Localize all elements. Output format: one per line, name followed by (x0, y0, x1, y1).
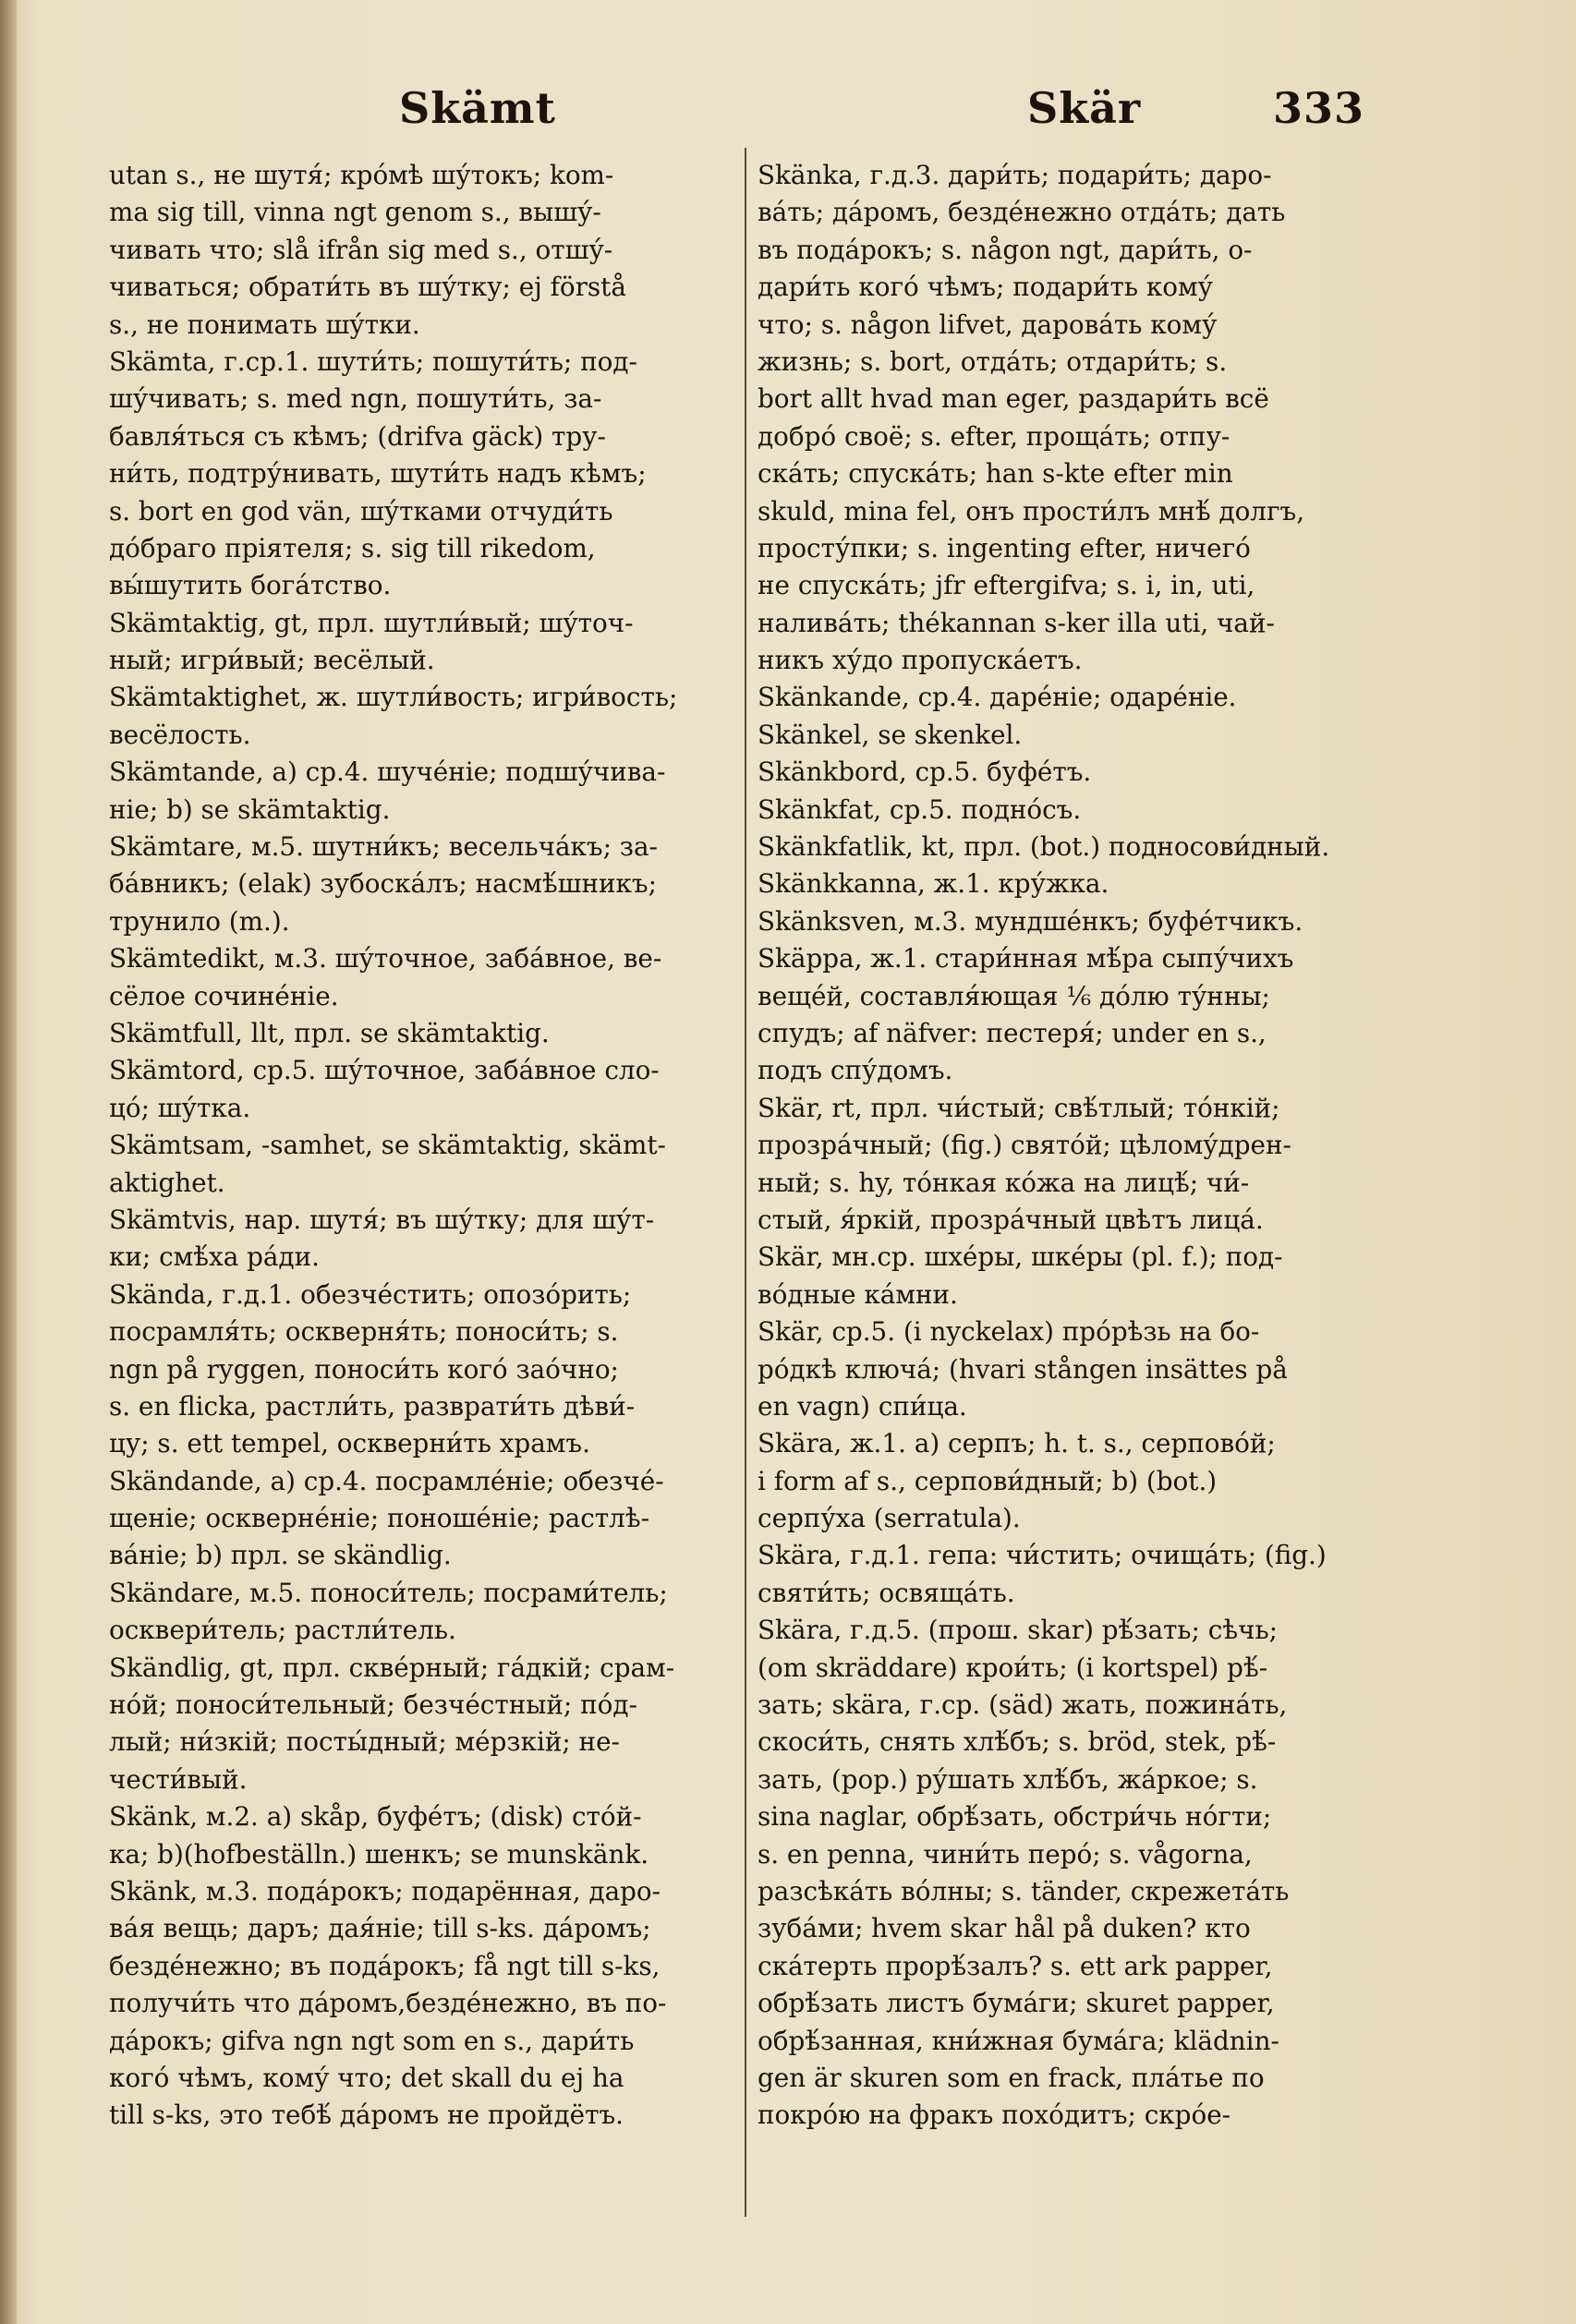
dictionary-line: ва́ть; да́ромъ, безде́нежно отда́ть; дать (758, 197, 1286, 228)
dictionary-line: ный; s. hy, то́нкая ко́жа на лицѣ́; чи́- (758, 1167, 1250, 1198)
dictionary-line: s. en flicka, растли́ть, разврати́ть дѣви́- (109, 1390, 636, 1422)
dictionary-line: сёлое сочине́ніе. (109, 980, 339, 1011)
dictionary-line: Skär, мн.ср. шхе́ры, шке́ры (pl. f.); под- (758, 1241, 1283, 1273)
dictionary-line: bort allt hvad man eger, раздари́ть всё (758, 383, 1269, 415)
dictionary-line: ніе; b) se skämtaktig. (109, 793, 391, 825)
dictionary-line: Skämtaktig, gt, прл. шутли́вый; шу́точ- (109, 607, 634, 638)
dictionary-line: Skämtaktighet, ж. шутли́вость; игри́вость; (109, 682, 678, 713)
dictionary-line: i form af s., серпови́дный; b) (bot.) (758, 1465, 1218, 1496)
dictionary-line: обрѣ́занная, кни́жная бума́га; klädnin- (758, 2025, 1279, 2056)
dictionary-line: Skämtare, м.5. шутни́къ; весельча́къ; за- (109, 831, 658, 863)
dictionary-line: till s-ks, это тебѣ́ да́ромъ не пройдётъ. (109, 2100, 624, 2131)
dictionary-line: Skända, г.д.1. обезче́стить; опозо́рить; (109, 1278, 632, 1310)
dictionary-line: покро́ю на фракъ похо́дитъ; скро́е- (758, 2100, 1231, 2131)
dictionary-line: ни́ть, подтру́нивать, шути́ть надъ кѣмъ; (109, 458, 647, 490)
dictionary-line: во́дные ка́мни. (758, 1278, 958, 1310)
dictionary-line: Skänk, м.2. a) skåp, буфе́тъ; (disk) сто́й- (109, 1801, 642, 1833)
dictionary-line: Skänkel, se skenkel. (758, 719, 1023, 750)
dictionary-line: ска́ть; спуска́ть; han s-kte efter min (758, 458, 1233, 490)
dictionary-line: цу; s. ett tempel, оскверни́ть храмъ. (109, 1428, 590, 1459)
dictionary-line: Skänkbord, ср.5. буфе́тъ. (758, 757, 1092, 788)
dictionary-line: Skänkfatlik, kt, прл. (bot.) подносови́дный. (758, 831, 1330, 863)
dictionary-line: utan s., не шутя́; кро́мѣ шу́токъ; kom- (109, 160, 614, 190)
dictionary-line: Skändlig, gt, прл. скве́рный; га́дкій; срам- (109, 1652, 675, 1683)
dictionary-line: sina naglar, обрѣ́зать, обстри́чь но́гти; (758, 1801, 1272, 1833)
dictionary-line: skuld, mina fel, онъ прости́лъ мнѣ́ долгъ, (758, 495, 1305, 527)
dictionary-line: налива́ть; thékannan s-ker illa uti, чай- (758, 607, 1275, 638)
dictionary-line: веще́й, составля́ющая ⅙ до́лю ту́нны; (758, 980, 1270, 1011)
dictionary-line: Skänkfat, ср.5. подно́съ. (758, 793, 1082, 825)
dictionary-line: ки; смѣ́ха ра́ди. (109, 1241, 320, 1273)
dictionary-line: скоси́ть, снять хлѣ́бъ; s. bröd, stek, рѣ́- (758, 1726, 1277, 1758)
dictionary-line: жизнь; s. bort, отда́ть; отдари́ть; s. (758, 345, 1228, 377)
dictionary-line: Skämtedikt, м.3. шу́точное, заба́вное, ве- (109, 943, 662, 974)
dictionary-line: вы́шутить бога́тство. (109, 570, 392, 601)
dictionary-line: зать; skära, г.ср. (säd) жать, пожина́ть, (758, 1689, 1288, 1721)
dictionary-line: безде́нежно; въ пода́рокъ; få ngt till s-ks, (109, 1950, 661, 1981)
dictionary-line: (om skräddare) крои́ть; (i kortspel) рѣ́- (758, 1652, 1268, 1683)
dictionary-line: зуба́ми; hvem skar hål på duken? кто (758, 1913, 1251, 1944)
dictionary-line: никъ ху́до пропуска́етъ. (758, 645, 1083, 676)
dictionary-line: s. bort en god vän, шу́тками отчуди́ть (109, 495, 613, 527)
dictionary-line: обрѣ́зать листъ бума́ги; skuret papper, (758, 1988, 1275, 2019)
page-binding-edge (0, 0, 17, 2324)
dictionary-line: цо́; шу́тка. (109, 1092, 251, 1123)
page-number: 333 (1273, 83, 1365, 133)
dictionary-line: Skäppa, ж.1. стари́нная мѣ́ра сыпу́чихъ (758, 943, 1294, 974)
dictionary-line: ва́ніе; b) прл. se skändlig. (109, 1540, 452, 1571)
dictionary-line: но́й; поноси́тельный; безче́стный; по́д- (109, 1689, 637, 1721)
dictionary-line: шу́чивать; s. med ngn, пошути́ть, за- (109, 383, 602, 415)
running-header (0, 83, 1576, 139)
dictionary-line: en vagn) спи́ца. (758, 1390, 967, 1422)
dictionary-line: ба́вникъ; (elak) зубоска́лъ; насмѣ́шникъ; (109, 868, 657, 900)
dictionary-line: кого́ чѣмъ, кому́ что; det skall du ej ha (109, 2062, 624, 2093)
dictionary-line: Skänk, м.3. пода́рокъ; подарённая, даро- (109, 1875, 661, 1906)
dictionary-line: въ пода́рокъ; s. någon ngt, дари́ть, о- (758, 234, 1253, 265)
dictionary-line: подъ спу́домъ. (758, 1055, 953, 1086)
dictionary-line: Skär, rt, прл. чи́стый; свѣ́тлый; то́нкій; (758, 1092, 1280, 1123)
dictionary-line: трунило (m.). (109, 905, 290, 937)
dictionary-line: Skämtfull, llt, прл. se skämtaktig. (109, 1017, 550, 1048)
dictionary-line: лый; ни́зкій; посты́дный; ме́рзкій; не- (109, 1726, 620, 1758)
left-column (109, 157, 737, 2135)
dictionary-line: aktighet. (109, 1167, 225, 1198)
right-column (758, 157, 1386, 2135)
dictionary-line: Skämtande, a) ср.4. шуче́ніе; подшу́чива- (109, 757, 666, 788)
dictionary-line: чести́вый. (109, 1763, 248, 1795)
dictionary-line: получи́ть что да́ромъ,безде́нежно, въ по- (109, 1988, 667, 2019)
dictionary-line: Skändare, м.5. поноси́тель; посрами́тель; (109, 1577, 668, 1608)
dictionary-line: ка; b)(hofbeställn.) шенкъ; se munskänk. (109, 1838, 649, 1870)
dictionary-line: Skära, г.д.5. (прош. skar) рѣ́зать; сѣчь; (758, 1615, 1278, 1646)
dictionary-line: до́браго пріятеля; s. sig till rikedom, (109, 532, 596, 563)
dictionary-line: Skär, ср.5. (i nyckelax) про́рѣзь на бо- (758, 1316, 1260, 1348)
dictionary-line: щеніе; оскверне́ніе; поноше́ніе; растлѣ- (109, 1503, 649, 1534)
dictionary-line: бавля́ться съ кѣмъ; (drifva gäck) тру- (109, 420, 606, 452)
column-divider (745, 148, 746, 2217)
dictionary-line: осквери́тель; растли́тель. (109, 1615, 456, 1646)
dictionary-line: Skämta, г.ср.1. шути́ть; пошути́ть; под- (109, 345, 637, 377)
dictionary-line: ma sig till, vinna ngt genom s., вышу́- (109, 197, 601, 228)
dictionary-line: ный; игри́вый; весёлый. (109, 645, 435, 676)
dictionary-line: разсѣка́ть во́лны; s. tänder, скрежета́ть (758, 1875, 1290, 1906)
dictionary-line: ска́терть прорѣ́залъ? s. ett ark papper, (758, 1950, 1273, 1981)
dictionary-line: святи́ть; освяща́ть. (758, 1577, 1015, 1608)
dictionary-line: Skära, г.д.1. гепа: чи́стить; очища́ть; (fig.) (758, 1540, 1327, 1571)
dictionary-line: s., не понимать шу́тки. (109, 309, 420, 340)
dictionary-line: Skänkande, ср.4. даре́ніе; одаре́ніе. (758, 682, 1237, 713)
dictionary-line: дари́ть кого́ чѣмъ; подари́ть кому́ (758, 272, 1213, 303)
dictionary-line: Skänksven, м.3. мундше́нкъ; буфе́тчикъ. (758, 905, 1303, 937)
dictionary-line: gen är skuren som en frack, пла́тье по (758, 2062, 1265, 2093)
dictionary-line: Skämtsam, -samhet, se skämtaktig, skämt- (109, 1130, 666, 1161)
dictionary-line: чивать что; slå ifrån sig med s., отшу́- (109, 234, 613, 265)
dictionary-line: добро́ своё; s. efter, проща́ть; отпу- (758, 420, 1230, 452)
dictionary-line: просту́пки; s. ingenting efter, ничего́ (758, 532, 1251, 563)
dictionary-line: Skämtord, ср.5. шу́точное, заба́вное сло- (109, 1055, 660, 1086)
dictionary-line: ва́я вещь; даръ; дая́ніе; till s-ks. да́ромъ; (109, 1913, 651, 1944)
dictionary-line: Skänkkanna, ж.1. кру́жка. (758, 868, 1109, 900)
dictionary-line: не спуска́ть; jfr eftergifva; s. i, in, uti, (758, 570, 1255, 601)
dictionary-line: весёлость. (109, 719, 251, 750)
dictionary-line: ngn på ryggen, поноси́ть кого́ зао́чно; (109, 1353, 619, 1385)
dictionary-line: Skära, ж.1. a) серпъ; h. t. s., серпово́й; (758, 1428, 1276, 1459)
right-guide-word: Skär (1027, 83, 1142, 133)
dictionary-line: Skänka, г.д.3. дари́ть; подари́ть; даро- (758, 160, 1272, 190)
dictionary-line: да́рокъ; gifva ngn ngt som en s., дари́ть (109, 2025, 635, 2056)
dictionary-line: зать, (pop.) ру́шать хлѣ́бъ, жа́ркое; s. (758, 1763, 1258, 1795)
dictionary-line: стый, я́ркій, прозра́чный цвѣтъ лица́. (758, 1204, 1264, 1235)
dictionary-line: Skämtvis, нар. шутя́; въ шу́тку; для шу́т- (109, 1204, 655, 1235)
dictionary-line: ро́дкѣ ключа́; (hvari stången insättes på (758, 1353, 1288, 1385)
dictionary-line: посрамля́ть; оскверня́ть; поноси́ть; s. (109, 1316, 619, 1348)
dictionary-line: s. en penna, чини́ть перо́; s. vågorna, (758, 1838, 1253, 1870)
dictionary-line: серпу́ха (serratula). (758, 1503, 1021, 1534)
dictionary-line: чиваться; обрати́ть въ шу́тку; ej förstå (109, 272, 626, 303)
dictionary-line: что; s. någon lifvet, дарова́ть кому́ (758, 309, 1218, 340)
dictionary-line: спудъ; af näfver: пестеря́; under en s., (758, 1017, 1267, 1048)
left-guide-word: Skämt (399, 83, 556, 133)
dictionary-line: Skändande, a) ср.4. посрамле́ніе; обезче́- (109, 1465, 664, 1496)
dictionary-line: прозра́чный; (fig.) свято́й; цѣлому́дрен- (758, 1130, 1291, 1161)
